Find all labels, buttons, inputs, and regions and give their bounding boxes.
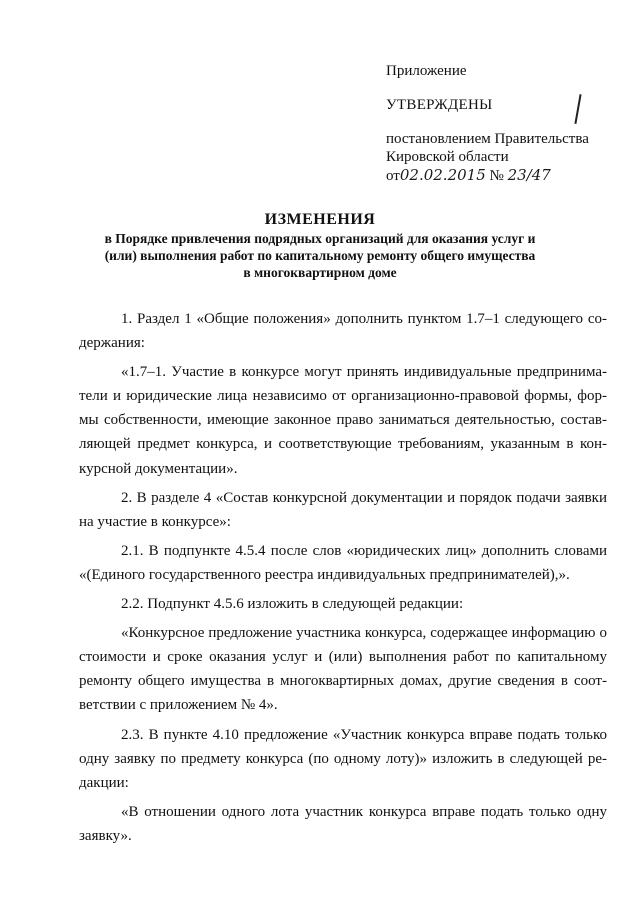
document-title: ИЗМЕНЕНИЯ bbox=[264, 211, 376, 228]
approved-label: УТВЕРЖДЕНЫ bbox=[386, 97, 493, 113]
region-line: Кировской области bbox=[386, 149, 509, 165]
approval-block bbox=[386, 62, 626, 185]
title-block bbox=[60, 210, 580, 281]
document-subtitle-line-2: (или) выполнения работ по капитальному ремонту общего имущества bbox=[104, 248, 536, 263]
paragraph-2: «1.7–1. Участие в конкурсе могут принять индивидуальные предприниматели и юридические лица независимо от организационно-правовой формы, формы собственности, имеющие законное право заниматься деятельностью, составляющей предмет конкурса, и соответствующие требованиям, указанным в конкурсной документации». bbox=[79, 364, 607, 477]
document-body bbox=[79, 307, 607, 853]
document-subtitle-line-1: в Порядке привлечения подрядных организаций для оказания услуг и bbox=[104, 231, 536, 246]
paragraph-1: 1. Раздел 1 «Общие положения» дополнить пунктом 1.7–1 следующего содержания: bbox=[79, 311, 607, 352]
date-prefix: от bbox=[386, 168, 400, 184]
handwritten-number: 23/47 bbox=[507, 166, 551, 184]
paragraph-7: 2.3. В пункте 4.10 предложение «Участник конкурса вправе подать только одну заявку по предмету конкурса (по одному лоту)» изложить в следующей редакции: bbox=[79, 726, 607, 791]
decree-line: постановлением Правительства bbox=[386, 131, 589, 147]
paragraph-3: 2. В разделе 4 «Состав конкурсной документации и порядок подачи заявки на участие в конкурсе»: bbox=[79, 489, 607, 530]
paragraph-8: «В отношении одного лота участник конкурса вправе подать только одну заявку». bbox=[79, 803, 607, 844]
appendix-label: Приложение bbox=[386, 63, 467, 79]
paragraph-5: 2.2. Подпункт 4.5.6 изложить в следующей редакции: bbox=[121, 596, 464, 613]
paragraph-4: 2.1. В подпункте 4.5.4 после слов «юридических лиц» дополнить словами «(Единого государственного реестра индивидуальных предпринимателей),». bbox=[79, 542, 607, 583]
date-number-line bbox=[386, 166, 626, 185]
document-subtitle-line-3: в многоквартирном доме bbox=[243, 265, 397, 280]
handwritten-date: 02.02.2015 bbox=[399, 166, 486, 184]
number-prefix: № bbox=[485, 168, 508, 184]
paragraph-6: «Конкурсное предложение участника конкурса, содержащее информацию о стоимости и сроке оказания услуг и (или) выполнения работ по капитальному ремонту общего имущества в многоквартирных домах, другие сведения в соответствии с приложением № 4». bbox=[79, 625, 607, 714]
